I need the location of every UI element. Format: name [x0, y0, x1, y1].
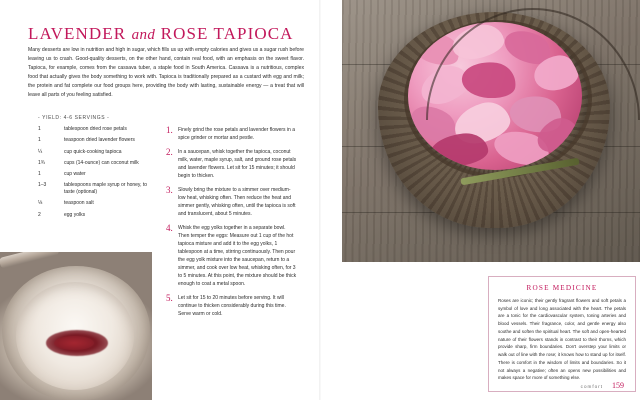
list-item	[38, 182, 156, 196]
page-number: 159	[612, 381, 624, 390]
ingredient-amount: 1	[38, 137, 41, 144]
section-label: comfort	[580, 384, 603, 389]
ingredient-name: cup water	[64, 171, 86, 177]
recipe-title-conjunction: and	[131, 27, 156, 43]
recipe-headnote: Many desserts are low in nutrition and high in sugar, which fills us up with empty calories and gives us a sugar rush before leaving us to crash. Good-quality desserts, on the other hand, contain real food, with an emphasis on the sweet flavor. Tapioca, for example, comes from the cassava tuber, a staple food in South America. Cassava is a nutritious, complex food that actually gives the body something to work with. Tapioca is traditionally prepared as a custard with egg and milk; the protein and fat complete our food groups here, providing the body with lasting, sustainable energy — a treat that will leave all parts of you feeling satisfied.	[28, 47, 304, 98]
step-number: 1.	[166, 125, 173, 135]
list-item	[166, 148, 298, 180]
list-item	[38, 212, 156, 219]
list-item	[166, 126, 298, 142]
ingredient-list	[38, 126, 156, 223]
step-text: In a saucepan, whisk together the tapioca, coconut milk, water, maple syrup, salt, and ground rose petals and lavender flowers. Let sit for 15 minutes; it should begin to thicken.	[178, 149, 297, 179]
recipe-yield: - YIELD: 4-6 SERVINGS -	[38, 115, 110, 121]
ingredient-name: egg yolks	[64, 211, 86, 218]
step-text: Let sit for 15 to 20 minutes before serving. It will continue to thicken considerably during this time. Serve warm or cold.	[178, 295, 286, 317]
ingredient-name: teaspoon salt	[64, 200, 94, 207]
list-item	[38, 126, 156, 133]
ingredient-name: cup quick-cooking tapioca	[64, 148, 122, 155]
recipe-title-part1: LAVENDER	[28, 24, 127, 43]
step-number: 3.	[166, 185, 173, 195]
ingredient-amount: ⅛	[38, 200, 43, 207]
list-item	[38, 200, 156, 207]
list-item	[38, 160, 156, 167]
step-text: Slowly bring the mixture to a simmer over medium-low heat, whisking often. Then reduce the heat and simmer gently, whisking often, until the tapioca is soft and translucent, about 5 minutes.	[178, 187, 296, 217]
saucepan-photo	[0, 252, 152, 400]
list-item	[166, 186, 298, 218]
ingredient-amount: 2	[38, 211, 41, 218]
rose-petal-basket-photo	[342, 0, 640, 262]
step-number: 5.	[166, 293, 173, 303]
list-item	[38, 149, 156, 156]
right-page	[320, 0, 640, 400]
sidebar-body: Roses are iconic; their gently fragrant flowers and soft petals a symbol of love and long associated with the heart. The petals are a tonic for the cardiovascular system, toning arteries and blood vessels. Their fragrance, color, and gentle energy also soothe and soften the spiritual heart. The soft and open-hearted nature of their flowers stands in contrast to their thorns, which provide sharp, firm boundaries. Don't overstep your limits or walk out of line with the rose; it knows how to stand up for itself. There is comfort in the wisdom of limits and boundaries. So it not always a negative; often an opens new possibilities and makes space for more of something else.	[498, 298, 626, 381]
recipe-title-part2: ROSE TAPIOCA	[160, 24, 294, 43]
rose-medicine-sidebar	[488, 276, 636, 392]
step-text: Finely grind the rose petals and lavender flowers in a spice grinder or mortar and pestle.	[178, 127, 296, 141]
step-number: 2.	[166, 147, 173, 157]
ingredient-name: tablespoon dried rose petals	[64, 126, 127, 132]
page-title	[28, 24, 298, 44]
ingredient-amount: 1¾	[38, 159, 45, 166]
instruction-list	[166, 126, 298, 324]
ingredient-amount: 1	[38, 126, 41, 132]
page-footer	[581, 381, 624, 390]
ingredient-amount: 1	[38, 171, 41, 177]
list-item	[38, 137, 156, 144]
list-item	[166, 294, 298, 318]
ingredient-name: teaspoon dried lavender flowers	[64, 137, 135, 144]
step-number: 4.	[166, 223, 173, 233]
ingredient-name: cups (14-ounce) can coconut milk	[64, 159, 139, 166]
ingredient-name: tablespoons maple syrup or honey, to taste (optional)	[64, 182, 148, 195]
rose-powder-highlight	[54, 336, 94, 350]
ingredient-amount: ¼	[38, 148, 43, 155]
step-text: Whisk the egg yolks together in a separate bowl. Then temper the eggs: Measure out 1 cup of the hot tapioca mixture and add it to the egg yolks, 1 tablespoon at a time, stirring continuously. Then pour the egg yolk mixture into the saucepan, return to a simmer, and cook over low heat, whisking often, for 3 to 5 minutes. At this point, the mixture should be thick enough to coat a metal spoon.	[178, 225, 297, 287]
list-item	[38, 171, 156, 178]
ingredient-amount: 1–3	[38, 182, 47, 189]
sidebar-title: ROSE MEDICINE	[526, 284, 598, 292]
list-item	[166, 224, 298, 288]
